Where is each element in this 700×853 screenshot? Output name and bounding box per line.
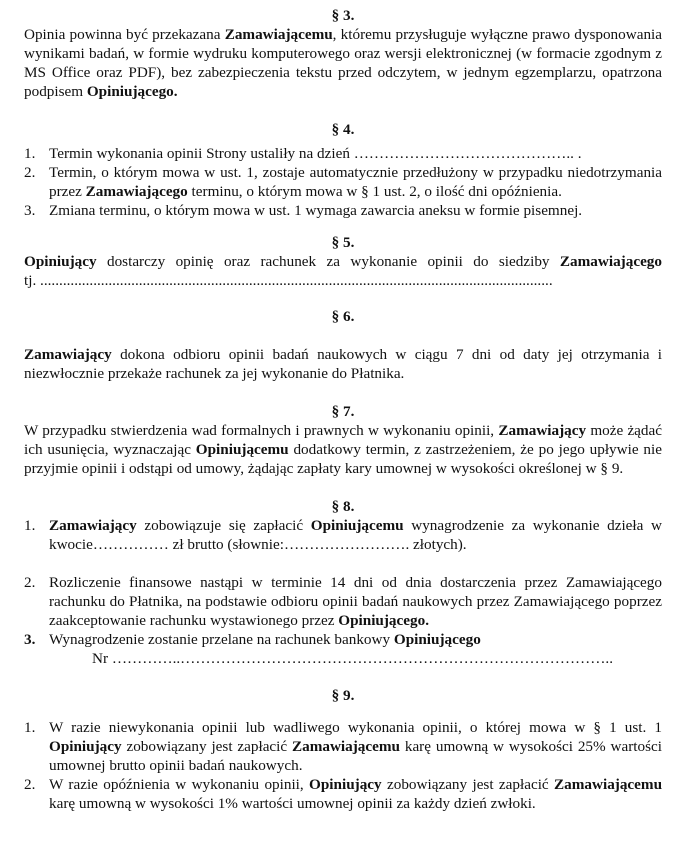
text-run: karę umowną w wysokości 1% wartości umownej opinii za każdy dzień zwłoki. bbox=[49, 795, 536, 812]
bold-term: Opiniujący bbox=[49, 738, 122, 755]
section-title: § 5. bbox=[331, 234, 355, 251]
bold-term: Zamawiającemu bbox=[224, 26, 333, 43]
text-run: W razie niewykonania opinii lub wadliwego wykonania opinii, o której mowa w § 1 ust. 1 bbox=[49, 719, 662, 736]
section-6 bbox=[24, 307, 662, 383]
section-4 bbox=[24, 120, 662, 220]
bold-term: Zamawiającemu bbox=[554, 776, 663, 793]
section-8 bbox=[24, 497, 662, 668]
list-item bbox=[24, 201, 662, 220]
text-run: zobowiązany jest zapłacić bbox=[381, 776, 555, 793]
section-title: § 6. bbox=[331, 308, 355, 325]
section-paragraph bbox=[24, 252, 662, 271]
numbered-list bbox=[24, 718, 662, 813]
section-title: § 4. bbox=[331, 121, 355, 138]
item-number: 2. bbox=[24, 776, 36, 793]
section-7 bbox=[24, 402, 662, 478]
text-run: dostarczy opinię oraz rachunek za wykonanie opinii do siedziby bbox=[96, 253, 560, 270]
text-run: , któremu przysługuje wyłączne prawo dysponowania wynikami badań, w formie wydruku komputerowego oraz wersji elektronicznej (w formacie zgodnym z MS Office oraz PDF), bez zabezpieczenia tekstu przed odczytem, w jednym egzemplarzu, opatrzona podpisem bbox=[24, 26, 663, 100]
item-number: 1. bbox=[24, 517, 36, 534]
bold-term: Opiniującemu bbox=[195, 441, 289, 458]
text-run: dokona odbioru opinii badań naukowych w ciągu 7 dni od daty jej otrzymania i niezwłocznie przekaże rachunek za jej wykonanie do Płatnika. bbox=[24, 346, 662, 382]
text-run: W przypadku stwierdzenia wad formalnych i prawnych w wykonaniu opinii, bbox=[24, 422, 499, 439]
bold-term: Zamawiający bbox=[49, 517, 137, 534]
list-item bbox=[24, 630, 662, 649]
text-run: Rozliczenie finansowe nastąpi w terminie 14 dni od dnia dostarczenia przez Zamawiającego rachunku do Płatnika, na podstawie odbioru opinii badań naukowych przez Zamawiającego poprzez zaakceptowanie rachunku wystawionego przez bbox=[49, 574, 662, 629]
text-run: W razie opóźnienia w wykonaniu opinii, bbox=[49, 776, 310, 793]
bold-term: Zamawiającego bbox=[85, 183, 188, 200]
account-number-line: Nr …………..………………………………………………………………………….. bbox=[92, 650, 614, 667]
section-3 bbox=[24, 6, 662, 101]
bold-term: Opiniujący bbox=[309, 776, 382, 793]
item-number: 3. bbox=[24, 631, 36, 648]
bold-term: Opiniującemu bbox=[310, 517, 404, 534]
numbered-list bbox=[24, 516, 662, 649]
bold-term: Opiniującego bbox=[393, 631, 481, 648]
list-item bbox=[24, 573, 662, 630]
numbered-list bbox=[24, 144, 662, 220]
section-title: § 9. bbox=[331, 687, 355, 704]
item-number: 3. bbox=[24, 202, 36, 219]
bold-term: Zamawiającemu bbox=[292, 738, 400, 755]
text-run: terminu, o którym mowa w § 1 ust. 2, o ilość dni opóźnienia. bbox=[187, 183, 562, 200]
list-item bbox=[24, 163, 662, 201]
item-number: 2. bbox=[24, 574, 36, 591]
text-run: zobowiązany jest zapłacić bbox=[121, 738, 292, 755]
section-5 bbox=[24, 233, 662, 290]
bold-term: Opiniującego. bbox=[86, 83, 178, 100]
bold-term: Opiniujący bbox=[24, 253, 97, 270]
section-paragraph bbox=[24, 25, 662, 101]
text-run: wynagrodzenie za wykonanie dzieła w kwocie…………… zł brutto (słownie:……………………. złotych). bbox=[49, 517, 662, 553]
list-item bbox=[24, 516, 662, 554]
section-title: § 7. bbox=[331, 403, 355, 420]
text-run: Termin, o którym mowa w ust. 1, zostaje automatycznie przedłużony w przypadku niedotrzymania przez bbox=[49, 164, 662, 200]
bold-term: Opiniującego. bbox=[338, 612, 429, 629]
text-run: Wynagrodzenie zostanie przelane na rachunek bankowy bbox=[49, 631, 394, 648]
item-number: 1. bbox=[24, 719, 36, 736]
text-run: Zmiana terminu, o którym mowa w ust. 1 wymaga zawarcia aneksu w formie pisemnej. bbox=[49, 202, 583, 219]
item-number: 1. bbox=[24, 145, 36, 162]
section-title: § 8. bbox=[331, 498, 355, 515]
section-paragraph bbox=[24, 421, 662, 478]
bold-term: Zamawiającego bbox=[559, 253, 662, 270]
text-run: dodatkowy termin, z zastrzeżeniem, że po jego upływie nie przyjmie opinii i odstąpi od umowy, żądając zapłaty kary umownej w wysokości określonej w § 9. bbox=[24, 441, 662, 477]
text-run: zobowiązuje się zapłacić bbox=[136, 517, 311, 534]
text-run: Opinia powinna być przekazana bbox=[24, 26, 225, 43]
text-run: karę umowną w wysokości 25% wartości umownej brutto opinii badań naukowych. bbox=[49, 738, 662, 774]
list-item bbox=[24, 718, 662, 775]
bold-term: Zamawiający bbox=[498, 422, 587, 439]
list-item bbox=[24, 775, 662, 813]
bold-term: Zamawiający bbox=[24, 346, 112, 363]
section-9 bbox=[24, 686, 662, 813]
section-title: § 3. bbox=[331, 7, 355, 24]
item-number: 2. bbox=[24, 164, 36, 181]
list-item bbox=[24, 144, 662, 163]
text-run: może żądać ich usunięcia, wyznaczając bbox=[24, 422, 663, 458]
text-run: Termin wykonania opinii Strony ustaliły na dzień …………………………………….. . bbox=[49, 145, 582, 162]
section-paragraph bbox=[24, 345, 662, 383]
address-line: tj. ....................................................................................................................................... bbox=[24, 272, 553, 289]
